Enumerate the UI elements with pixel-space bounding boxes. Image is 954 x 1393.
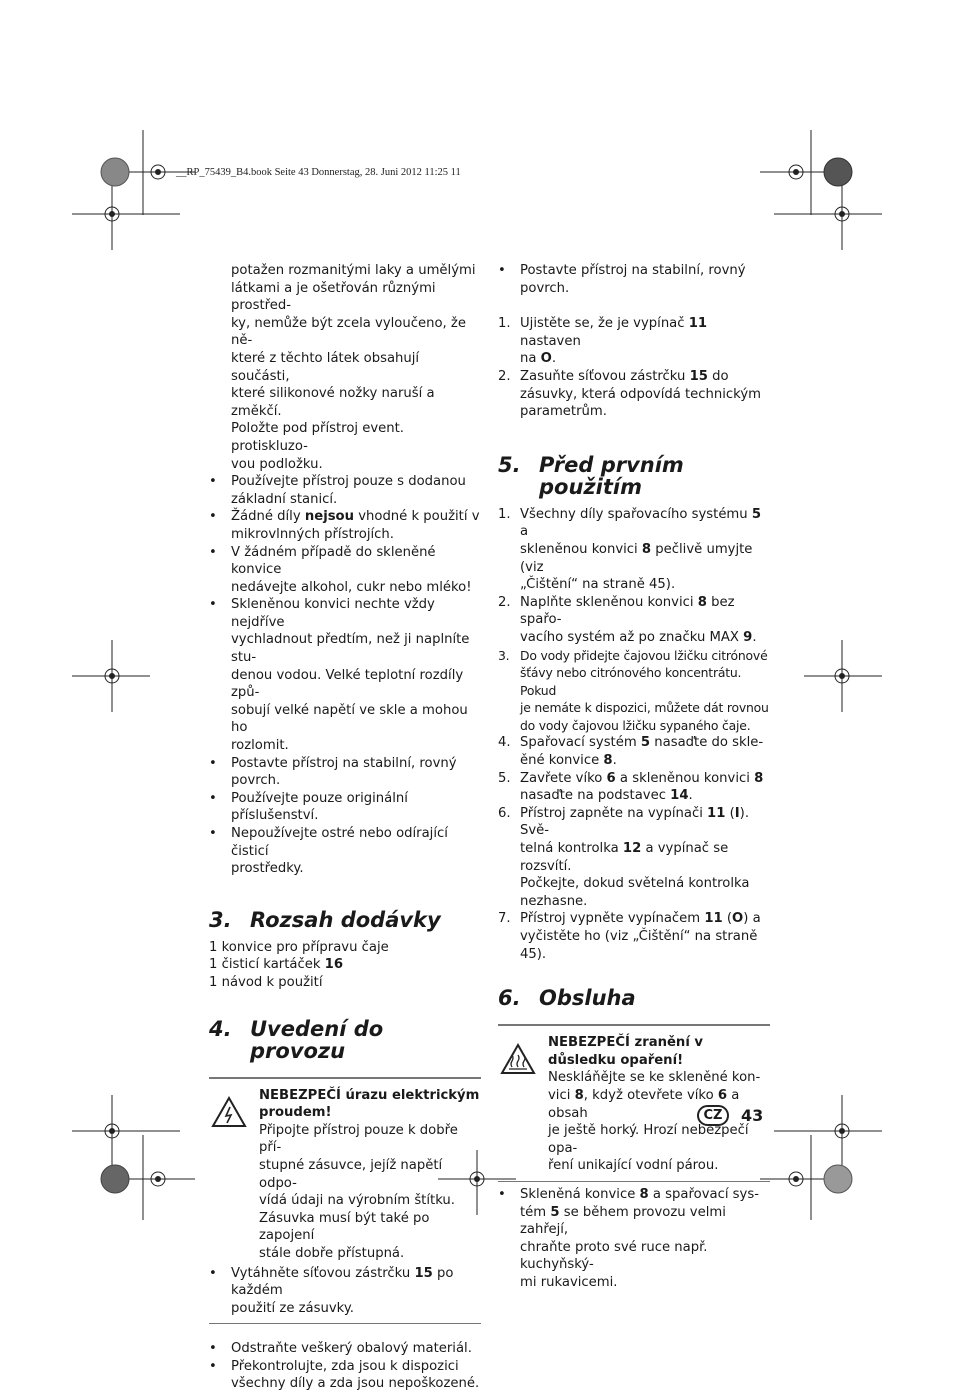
- list-item: • Odstraňte veškerý obalový materiál.: [209, 1340, 481, 1358]
- page-number: 43: [741, 1106, 764, 1125]
- list-item: 3. Do vody přidejte čajovou lžičku citrónové šťávy nebo citrónového koncentrátu. Pokud je nemáte k dispozici, můžete dát rovnou do vody čajovou lžičku sypaného čaje.: [498, 647, 769, 733]
- electric-hazard-icon: [211, 1096, 247, 1128]
- list-item: • Žádné díly nejsou vhodné k použití v mikrovlnných přístrojích.: [209, 508, 481, 543]
- setup-list: [209, 1340, 481, 1393]
- list-item: 2. Naplňte skleněnou konvici 8 bez spařo- vacího systém až po značku MAX 9.: [498, 594, 757, 645]
- list-item: • V žádném případě do skleněné konvice nedávejte alkohol, cukr nebo mléko!: [209, 544, 481, 597]
- list-item: • Používejte přístroj pouze s dodanou základní stanicí.: [209, 473, 481, 508]
- list-item: • Skleněnou konvici nechte vždy nejdříve vychladnout předtím, než ji naplníte stu- denou vodou. Velké teplotní rozdíly způ- sobují velké napětí ve skle a mohou ho rozlomit.: [209, 596, 481, 754]
- warning-title: NEBEZPEČÍ zranění v důsledku opaření!: [548, 1035, 704, 1068]
- list-item: 2. Zasuňte síťovou zástrčku 15 do zásuvky, která odpovídá technickým parametrům.: [498, 368, 761, 420]
- scald-warning-box: [498, 1024, 770, 1182]
- section-heading-6: 6. Obsluha: [498, 986, 636, 1011]
- warning-text: Připojte přístroj pouze k dobře pří- stupné zásuvce, jejíž napětí odpo- vídá údaji na výrobním štítku. Zásuvka musí být také po zapojení stále dobře přístupná.: [259, 1122, 458, 1261]
- safety-list: [209, 473, 481, 878]
- list-item: • Vytáhněte síťovou zástrčku 15 po každém použití ze zásuvky.: [209, 1265, 481, 1318]
- country-badge: CZ: [697, 1105, 729, 1126]
- print-header: __RP_75439_B4.book Seite 43 Donnerstag, 28. Juni 2012 11:25 11: [176, 167, 461, 178]
- list-item: 1. Ujistěte se, že je vypínač 11 nastaven na O.: [498, 316, 708, 367]
- scope-list: 1 konvice pro přípravu čaje 1 čisticí kartáček 16 1 návod k použití: [209, 939, 389, 990]
- list-item: • Překontrolujte, zda jsou k dispozici všechny díly a zda jsou nepoškozené.: [209, 1358, 481, 1393]
- list-item: 7. Přístroj vypněte vypínačem 11 (O) a vyčistěte ho (viz „Čištění“ na straně 45).: [498, 911, 761, 962]
- right-column: [498, 262, 770, 1292]
- first-use-steps: [498, 506, 770, 963]
- list-item: 5. Zavřete víko 6 a skleněnou konvici 8 nasaďte na podstavec 14.: [498, 770, 764, 804]
- list-item: • Postavte přístroj na stabilní, rovný povrch.: [209, 755, 481, 790]
- electric-warning-box: [209, 1077, 481, 1325]
- list-item: 4. Spařovací systém 5 nasaďte do skle- ěné konvice 8.: [498, 735, 764, 769]
- warning-title: NEBEZPEČÍ úrazu elektrickým proudem!: [259, 1087, 480, 1121]
- section-heading-5: 5. Před prvním použitím: [498, 452, 684, 499]
- section-heading-4: 4. Uvedení do provozu: [209, 1016, 384, 1063]
- list-item: 6. Přístroj zapněte na vypínači 11 (I). Svě- telná kontrolka 12 a vypínač se rozsvítí. Počkejte, dokud světelná kontrolka nezhasne.: [498, 805, 750, 909]
- steps-list: [498, 315, 770, 421]
- list-item: • Nepoužívejte ostré nebo odírající čisticí prostředky.: [209, 825, 481, 878]
- section-heading-3: 3. Rozsah dodávky: [209, 907, 441, 932]
- warning-text: Neskláňějte se ke skleněné kon- vici 8, když otevřete víko 6 a obsah je ještě horký. Hrozí nebezpečí opa- ření unikající vodní párou.: [548, 1070, 761, 1174]
- list-item: • Skleněná konvice 8 a spařovací sys- tém 5 se během provozu velmi zahřejí, chraňte proto své ruce např. kuchyňský- mi rukavicemi.: [498, 1186, 770, 1292]
- list-item: • Postavte přístroj na stabilní, rovný povrch.: [498, 262, 770, 297]
- left-column: [209, 262, 481, 1393]
- hot-surface-icon: [500, 1043, 536, 1075]
- list-item: 1. Všechny díly spařovacího systému 5 a skleněnou konvici 8 pečlivě umyjte (viz „Čištění“ na straně 45).: [498, 506, 762, 593]
- list-item: • Používejte pouze originální příslušenství.: [209, 790, 481, 825]
- intro-paragraph: potažen rozmanitými laky a umělými látkami a je ošetřován různými prostřed- ky, nemůže být zcela vyloučeno, že ně- které z těchto látek obsahují součásti, které silikonové nožky naruší a změkčí. Položte pod přístroj event. protiskluzo- vou podložku.: [231, 263, 476, 472]
